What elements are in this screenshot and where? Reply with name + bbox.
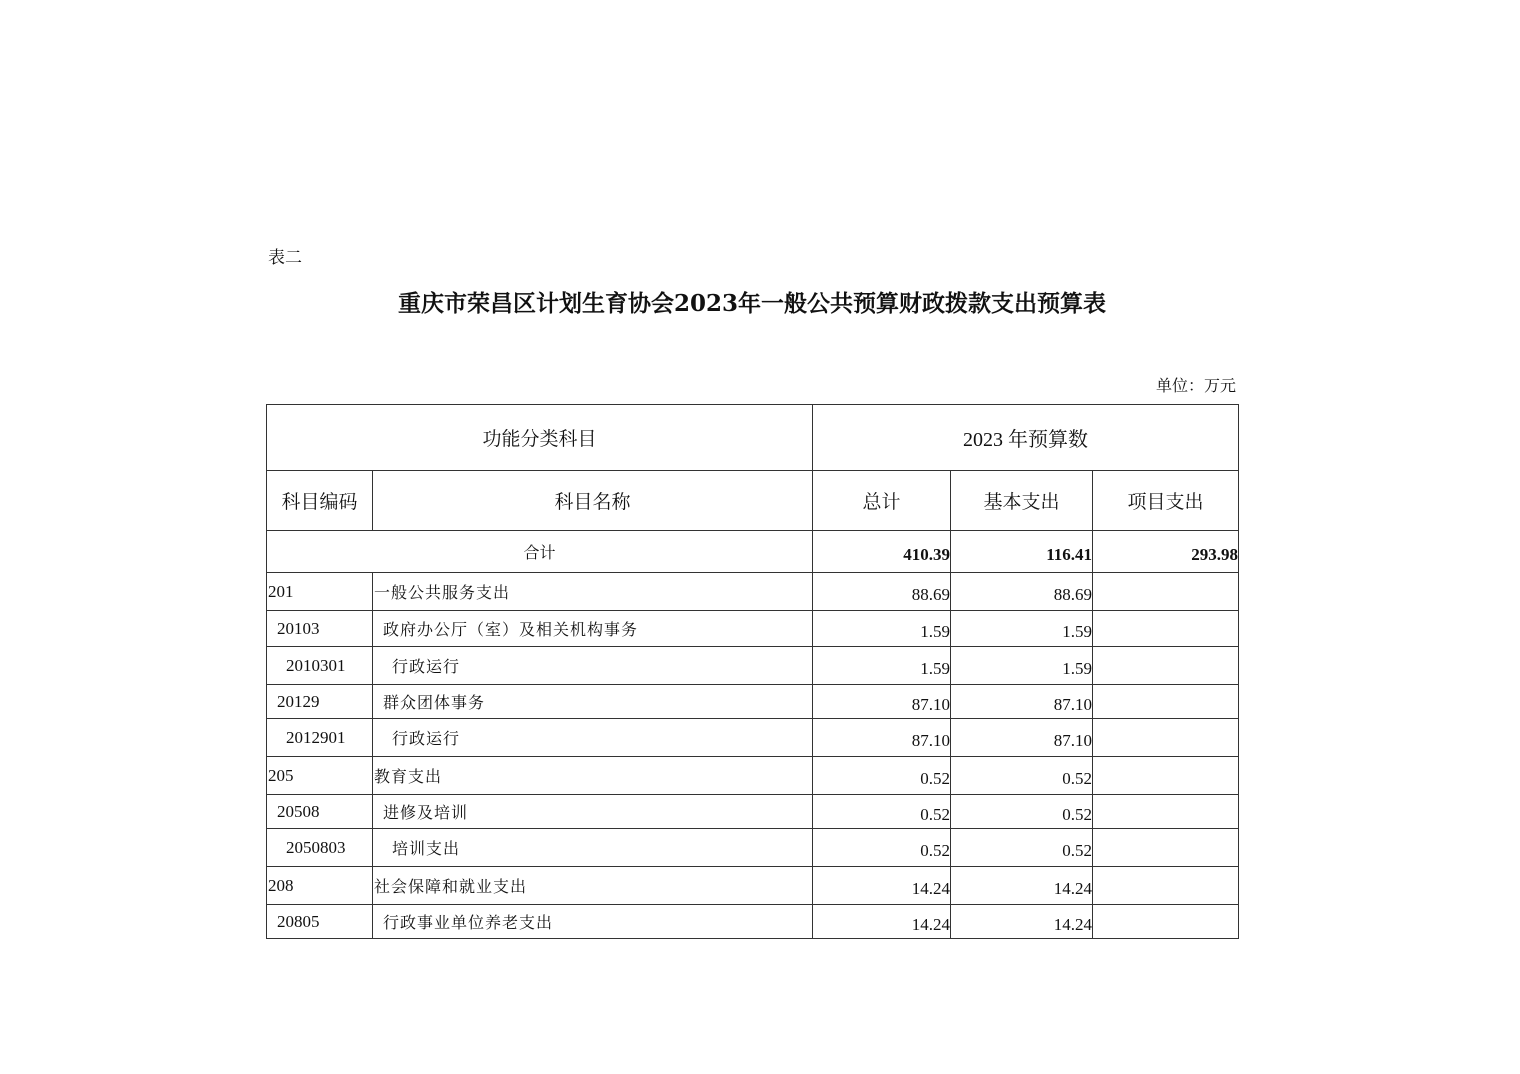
row-code: 208 [267,867,373,905]
table-row [267,573,1239,611]
row-project [1093,573,1239,611]
row-name: 政府办公厅（室）及相关机构事务 [373,611,813,647]
row-total: 0.52 [813,757,951,795]
page-title: 重庆市荣昌区计划生育协会2023年一般公共预算财政拨款支出预算表 [397,290,1106,317]
header-project: 项目支出 [1093,471,1239,531]
table-row [267,685,1239,719]
row-basic: 1.59 [951,611,1093,647]
row-total: 87.10 [813,719,951,757]
row-code: 20508 [267,795,373,829]
row-project [1093,867,1239,905]
header-basic: 基本支出 [951,471,1093,531]
row-code: 205 [267,757,373,795]
row-name: 社会保障和就业支出 [373,867,813,905]
total-project: 293.98 [1093,531,1239,573]
row-name: 教育支出 [373,757,813,795]
row-code: 2050803 [267,829,373,867]
row-total: 14.24 [813,867,951,905]
header-code: 科目编码 [267,471,373,531]
row-basic: 88.69 [951,573,1093,611]
row-code: 201 [267,573,373,611]
row-basic: 14.24 [951,905,1093,939]
row-total: 14.24 [813,905,951,939]
row-name: 一般公共服务支出 [373,573,813,611]
row-project [1093,905,1239,939]
row-project [1093,647,1239,685]
row-project [1093,611,1239,647]
table-row [267,905,1239,939]
row-total: 0.52 [813,829,951,867]
table-row [267,757,1239,795]
unit-label: 单位：万元 [1155,376,1236,395]
row-basic: 87.10 [951,719,1093,757]
total-basic: 116.41 [951,531,1093,573]
row-name: 行政事业单位养老支出 [373,905,813,939]
table-row [267,867,1239,905]
table-row [267,795,1239,829]
row-basic: 87.10 [951,685,1093,719]
row-project [1093,795,1239,829]
row-code: 2012901 [267,719,373,757]
row-code: 2010301 [267,647,373,685]
budget-table [266,404,1239,939]
row-total: 1.59 [813,611,951,647]
row-name: 进修及培训 [373,795,813,829]
table-row [267,829,1239,867]
row-project [1093,757,1239,795]
row-project [1093,685,1239,719]
total-total: 410.39 [813,531,951,573]
row-total: 88.69 [813,573,951,611]
total-label: 合计 [267,531,813,573]
table-row [267,611,1239,647]
row-code: 20805 [267,905,373,939]
row-basic: 0.52 [951,757,1093,795]
row-total: 87.10 [813,685,951,719]
row-basic: 0.52 [951,795,1093,829]
row-name: 行政运行 [373,647,813,685]
row-name: 行政运行 [373,719,813,757]
row-code: 20129 [267,685,373,719]
row-basic: 1.59 [951,647,1093,685]
row-basic: 0.52 [951,829,1093,867]
header-name: 科目名称 [373,471,813,531]
header-total: 总计 [813,471,951,531]
row-project [1093,719,1239,757]
row-name: 群众团体事务 [373,685,813,719]
row-name: 培训支出 [373,829,813,867]
row-code: 20103 [267,611,373,647]
table-row [267,719,1239,757]
header-budget-year: 2023 年预算数 [813,405,1239,471]
row-total: 1.59 [813,647,951,685]
row-basic: 14.24 [951,867,1093,905]
table-label: 表二 [268,248,302,268]
header-function-category: 功能分类科目 [267,405,813,471]
row-project [1093,829,1239,867]
table-row [267,647,1239,685]
row-total: 0.52 [813,795,951,829]
total-row [267,531,1239,573]
